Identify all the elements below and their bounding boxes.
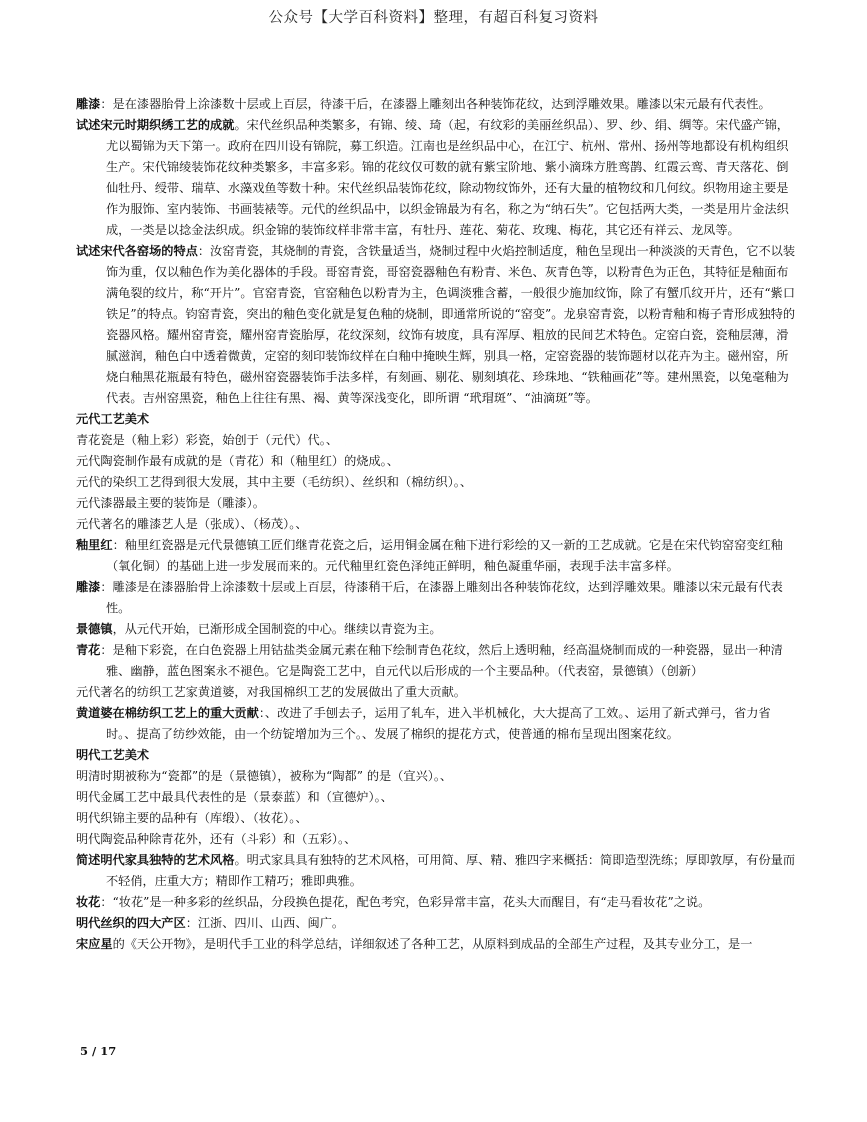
- fact-line: 明代陶瓷品种除青花外，还有（斗彩）和（五彩）。、: [76, 832, 357, 846]
- paragraph-text: ：汝窑青瓷，其烧制的青瓷，含铁量适当，烧制过程中火焰控制适度，釉色呈现出一种淡淡的天青色，它不以装饰为重，仅以釉色作为美化器体的手段。哥窑青瓷，哥窑瓷器釉色有粉青、米色、灰青色等，以粉青色为正色，其特征是釉面布满龟裂的纹片，称“开片”。官窑青瓷，官窑釉色以粉青为主，色调淡雅含蓄，一般很少施加纹饰，除了有蟹爪纹开片，还有“紫口铁足”的特点。钧窑青瓷，突出的釉色变化就是复色釉的烧制，即通常所说的“窑变”。龙泉窑青瓷，以粉青釉和梅子青形成独特的瓷器风格。耀州窑青瓷，耀州窑青瓷胎厚，花纹深刻，纹饰有坡度，具有浑厚、粗放的民间艺术特色。定窑白瓷，瓷釉层薄，滑腻滋润，釉色白中透着微黄，定窑的刻印装饰纹样在白釉中掩映生辉，别具一格，定窑瓷器的装饰题材以花卉为主。磁州窑，所烧白釉黑花瓶最有特色，磁州窑瓷器装饰手法多样，有刻画、剔花、剔刻填花、珍珠地、“铁釉画花”等。建州黑瓷，以兔毫釉为代表。吉州窑黑瓷，釉色上往往有黑、褐、黄等深浅变化，即所谓 “玳瑁斑”、“油滴斑”等。: [106, 244, 796, 405]
- paragraph-song-yuan-textiles: [76, 115, 796, 241]
- paragraph-diaoqi-2: [76, 577, 796, 619]
- paragraph-song-kilns: [76, 241, 796, 409]
- fact-line: 元代陶瓷制作最有成就的是（青花）和（釉里红）的烧成。、: [76, 454, 399, 468]
- document-body: [76, 94, 796, 955]
- fact-line: 元代著名的纺织工艺家黄道婆，对我国棉织工艺的发展做出了重大贡献。: [76, 685, 466, 699]
- paragraph-text: ：、改进了手刨去子，运用了轧车，进入半机械化，大大提高了工效。、运用了新式弹弓，省力省时。、提高了纺纱效能，由一个纺锭增加为三个。、发展了棉织的提花方式，使普通的棉布呈现出图案花纹。: [106, 706, 771, 741]
- paragraph-text: 的《天公开物》，是明代手工业的科学总结，详细叙述了各种工艺，从原料到成品的全部生产过程，及其专业分工，是一: [112, 937, 753, 951]
- section-title: 明代工艺美术: [76, 748, 150, 762]
- paragraph-huangdaopo: [76, 703, 796, 745]
- term: 青花: [76, 643, 101, 657]
- paragraph-diaoqi: [76, 94, 796, 115]
- fact-line: 青花瓷是（釉上彩）彩瓷，始创于（元代）代。、: [76, 433, 339, 447]
- page-number: 5 / 17: [80, 1044, 117, 1058]
- paragraph-youlihong: [76, 535, 796, 577]
- paragraph-ming-furniture: [76, 850, 796, 892]
- paragraph-text: ：雕漆是在漆器胎骨上涂漆数十层或上百层，待漆稍干后，在漆器上雕刻出各种装饰花纹，达到浮雕效果。雕漆以宋元最有代表性。: [100, 580, 783, 615]
- term: 景德镇: [76, 622, 113, 636]
- paragraph-qinghua: [76, 640, 796, 682]
- paragraph-song-yingxing: [76, 934, 796, 955]
- term: 雕漆: [76, 97, 101, 111]
- term: 试述宋元时期织绣工艺的成就: [76, 118, 235, 132]
- paragraph-text: ：是在漆器胎骨上涂漆数十层或上百层，待漆干后，在漆器上雕刻出各种装饰花纹，达到浮雕效果。雕漆以宋元最有代表性。: [100, 97, 771, 111]
- term: 雕漆: [76, 580, 101, 594]
- paragraph-text: ：釉里红瓷器是元代景德镇工匠们继青花瓷之后，运用铜金属在釉下进行彩绘的又一新的工艺成就。它是在宋代钧窑窑变红釉（氧化铜）的基础上进一步发展而来的。元代釉里红瓷色泽纯正鲜明，釉色凝重华丽，表现手法丰富多样。: [106, 538, 783, 573]
- paragraph-zhuanghua: [76, 892, 796, 913]
- page-header: 公众号【大学百科资料】整理，有超百科复习资料: [268, 10, 599, 26]
- section-title: 元代工艺美术: [76, 412, 150, 426]
- fact-line: 明代金属工艺中最具代表性的是（景泰蓝）和（宣德炉）。、: [76, 790, 393, 804]
- paragraph-text: 。宋代丝织品种类繁多，有锦、绫、琦（起，有纹彩的美丽丝织品）、罗、纱、绢、绸等。宋代盛产锦，尤以蜀锦为天下第一。政府在四川设有锦院，募工织造。江南也是丝织品中心，在江宁、杭州、常州、扬州等地都设有机构组织生产。宋代锦绫装饰花纹种类繁多，丰富多彩。锦的花纹仅可数的就有紫宝阶地、紫小滴珠方胜鸾鹊、红霞云鸾、青天落花、倒仙牡丹、绶带、瑞草、水藻戏鱼等数十种。宋代丝织品装饰花纹，除动物纹饰外，还有大量的植物纹和几何纹。织物用途主要是作为服饰、室内装饰、书画装裱等。元代的丝织品中，以织金锦最为有名，称之为“纳石失”。它包括两大类，一类是用片金法织成，一类是以捻金法织成。织金锦的装饰纹样非常丰富，有牡丹、莲花、菊花、玫瑰、梅花，其它还有祥云、龙凤等。: [106, 118, 789, 237]
- section-heading-ming: [76, 745, 796, 766]
- paragraph-text: ，从元代开始，已渐形成全国制瓷的中心。继续以青瓷为主。: [112, 622, 442, 636]
- fact-line: 元代著名的雕漆艺人是（张成）、（杨茂）。、: [76, 517, 308, 531]
- term: 妆花: [76, 895, 101, 909]
- paragraph-jingdezhen: [76, 619, 796, 640]
- term: 简述明代家具独特的艺术风格: [76, 853, 235, 867]
- paragraph-text: 。明式家具具有独特的艺术风格，可用简、厚、精、雅四字来概括：简即造型洗练；厚即敦厚，有份量而不轻俏，庄重大方；精即作工精巧；雅即典雅。: [106, 853, 796, 888]
- term: 明代丝织的四大产区: [76, 916, 186, 930]
- fact-line: 元代漆器最主要的装饰是（雕漆）。: [76, 496, 265, 510]
- paragraph-text: ：是釉下彩瓷，在白色瓷器上用钴盐类金属元素在釉下绘制青色花纹，然后上透明釉，经高温烧制而成的一种瓷器，显出一种清雅、幽静，蓝色图案永不褪色。它是陶瓷工艺中，自元代以后形成的一个主要品种。（代表窑，景德镇）（创新）: [100, 643, 783, 678]
- paragraph-text: ：江浙、四川、山西、闽广。: [185, 916, 345, 930]
- paragraph-silk-regions: [76, 913, 796, 934]
- term: 试述宋代各窑场的特点: [76, 244, 198, 258]
- term: 釉里红: [76, 538, 113, 552]
- section-heading-yuan: [76, 409, 796, 430]
- fact-line: 明代织锦主要的品种有（库缎）、（妆花）。、: [76, 811, 308, 825]
- paragraph-text: ：“妆花”是一种多彩的丝织品，分段换色提花，配色考究，色彩异常丰富，花头大而醒目，有“走马看妆花”之说。: [100, 895, 711, 909]
- term: 黄道婆在棉纺织工艺上的重大贡献: [76, 706, 259, 720]
- fact-line: 明清时期被称为“瓷都”的是（景德镇），被称为“陶都” 的是（宜兴）。、: [76, 769, 453, 783]
- fact-line: 元代的染织工艺得到很大发展，其中主要（毛纺织）、丝织和（棉纺织）。、: [76, 475, 473, 489]
- term: 宋应星: [76, 937, 113, 951]
